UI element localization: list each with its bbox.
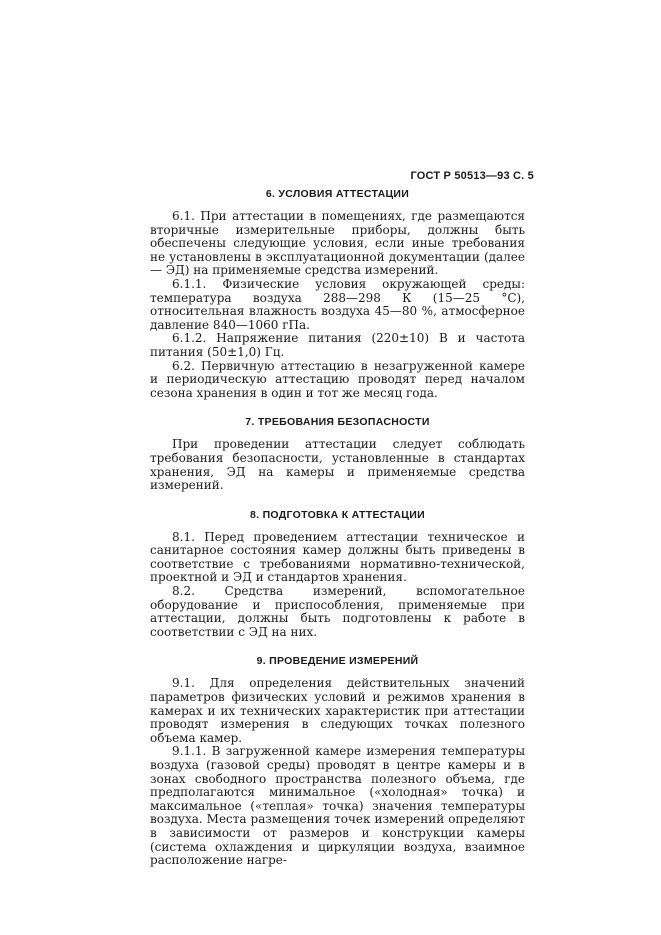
paragraph: При проведении аттестации следует соблюдать требования безопасности, установленные в стандартах хранения, ЭД на камеры и применяемые средства измерений. [150, 437, 525, 493]
section-heading: 8. ПОДГОТОВКА К АТТЕСТАЦИИ [250, 508, 425, 521]
paragraph: 9.1.1. В загруженной камере измерения температуры воздуха (газовой среды) проводят в центре камеры и в зонах свободного пространства полезного объема, где предполагаются минимальное («холодная» точка) и максимальное («теплая» точка) значения температуры воздуха. Места размещения точек измерений определяют в зависимости от размеров и конструкции камеры (система охлаждения и циркуляции воздуха, взаимное расположение нагре- [150, 744, 525, 868]
paragraph: 6.1. При аттестации в помещениях, где размещаются вторичные измерительные приборы, должны быть обеспечены следующие условия, если иные требования не установлены в эксплуатационной документации (далее — ЭД) на применяемые средства измерений. [150, 209, 525, 278]
paragraph: 6.1.1. Физические условия окружающей среды: температура воздуха 288—298 К (15—25 °С), относительная влажность воздуха 45—80 %, атмосферное давление 840—1060 гПа. [150, 276, 525, 332]
section-9-measurements [150, 655, 525, 867]
section-8-preparation [150, 509, 525, 640]
section-6-conditions [150, 188, 525, 400]
section-spacer [150, 400, 525, 416]
paragraph: 6.1.2. Напряжение питания (220±10) В и частота питания (50±1,0) Гц. [150, 331, 525, 359]
paragraph: 8.1. Перед проведением аттестации техническое и санитарное состояния камер должны быть приведены в соответствие с требованиями нормативно-технической, проектной и ЭД и стандартов хранения. [150, 529, 525, 585]
section-heading: 6. УСЛОВИЯ АТТЕСТАЦИИ [265, 188, 410, 200]
paragraph: 9.1. Для определения действительных значений параметров физических условий и режимов хранения в камерах и их технических характеристик при аттестации проводят измерения в следующих точках полезного объема камер. [150, 676, 525, 745]
page-header-doc-ref: ГОСТ Р 50513—93 С. 5 [410, 170, 534, 182]
section-heading: 9. ПРОВЕДЕНИЕ ИЗМЕРЕНИЙ [256, 655, 419, 668]
paragraph: 6.2. Первичную аттестацию в незагруженной камере и периодическую аттестацию проводят перед началом сезона хранения в один и тот же месяц года. [150, 358, 525, 400]
paragraph: 8.2. Средства измерений, вспомогательное оборудование и приспособления, применяемые при аттестации, должны быть подготовлены к работе в соответствии с ЭД на них. [150, 584, 525, 639]
section-spacer [150, 493, 525, 509]
section-7-safety [150, 416, 525, 492]
section-heading: 7. ТРЕБОВАНИЯ БЕЗОПАСНОСТИ [245, 416, 430, 429]
document-body [150, 188, 525, 868]
section-spacer [150, 639, 525, 655]
